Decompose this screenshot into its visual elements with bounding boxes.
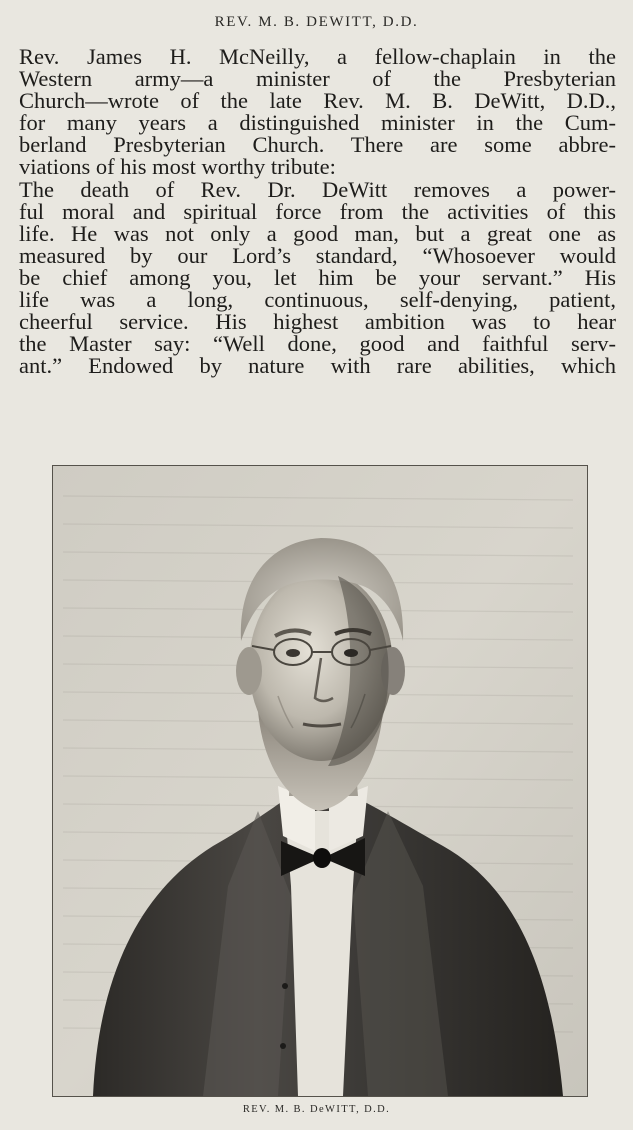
text-line: Rev. James H. McNeilly, a fellow-chaplain in the xyxy=(19,44,616,69)
paragraph-intro xyxy=(19,46,616,179)
running-head: REV. M. B. DEWITT, D.D. xyxy=(214,14,419,30)
photo-caption: REV. M. B. DeWITT, D.D. xyxy=(242,1104,391,1115)
text-line: Western army—a minister of the Presbyterian xyxy=(19,66,616,92)
portrait-illustration xyxy=(53,466,587,1096)
text-line: for many years a distinguished minister in the Cum- xyxy=(19,110,616,136)
text-line: cheerful service. His highest ambition was to hear xyxy=(19,309,616,335)
text-line: viations of his most worthy tribute: xyxy=(19,154,336,180)
text-line: Church—wrote of the late Rev. M. B. DeWitt, D.D., xyxy=(19,88,616,114)
bow-tie-knot xyxy=(313,848,331,868)
text-line: ant.” Endowed by nature with rare abilities, which xyxy=(19,353,616,379)
text-line: the Master say: “Well done, good and faithful serv- xyxy=(19,331,616,357)
text-line: measured by our Lord’s standard, “Whosoever would xyxy=(19,242,616,268)
portrait-photo xyxy=(52,465,588,1097)
article-body xyxy=(19,46,616,377)
left-eye xyxy=(286,649,300,657)
left-ear xyxy=(236,647,262,695)
coat-button xyxy=(282,983,288,989)
text-line: berland Presbyterian Church. There are some abbre- xyxy=(19,132,616,158)
right-eye xyxy=(344,649,358,657)
coat-button xyxy=(280,1043,286,1049)
paragraph-tribute xyxy=(19,176,616,379)
text-line: The death of Rev. Dr. DeWitt removes a power- xyxy=(19,176,616,202)
text-line: be chief among you, let him be your servant.” His xyxy=(19,264,616,290)
text-line: life. He was not only a good man, but a great one as xyxy=(19,220,616,246)
text-line: life was a long, continuous, self-denying, patient, xyxy=(19,287,616,313)
text-line: ful moral and spiritual force from the activities of this xyxy=(19,198,616,224)
